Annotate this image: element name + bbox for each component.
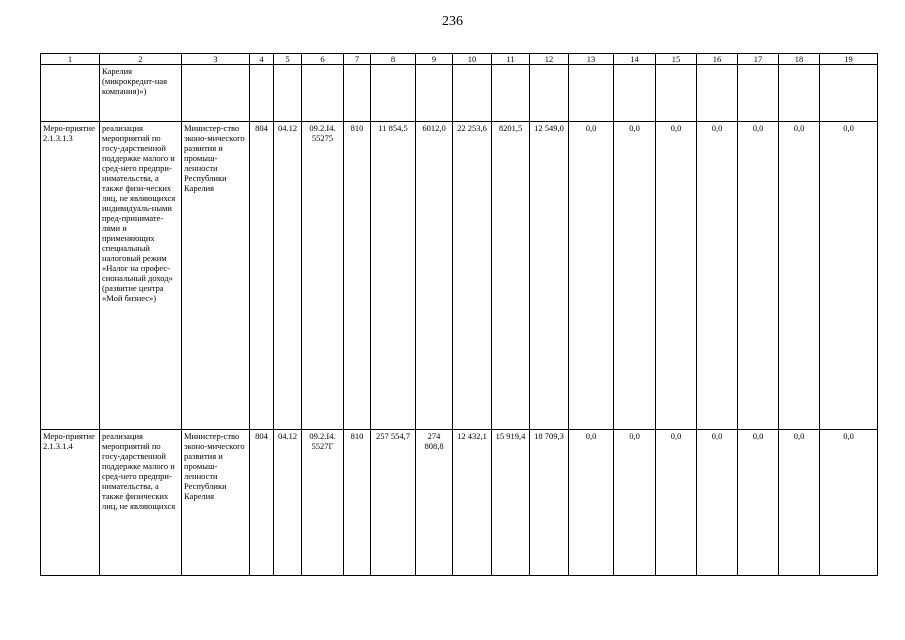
table-cell: 0,0 — [656, 122, 697, 430]
table-cell — [416, 65, 453, 122]
table-cell — [569, 65, 614, 122]
column-header: 7 — [344, 54, 371, 65]
table-cell: Карелия (микрокредит-ная компания)») — [100, 65, 182, 122]
activity-description-cell: реализация мероприятий по госу-дарственной поддержке малого и сред-него предпри-нимательства, а также физических лиц, не являющихся — [100, 430, 182, 576]
table-cell — [820, 65, 878, 122]
column-header: 17 — [738, 54, 779, 65]
column-header: 14 — [614, 54, 656, 65]
table-cell: 12 549,0 — [530, 122, 569, 430]
column-number-row — [41, 54, 878, 65]
page-number: 236 — [442, 14, 463, 29]
table-cell: 18 709,3 — [530, 430, 569, 576]
column-header: 4 — [250, 54, 274, 65]
table-cell: 09.2.I4. 55275 — [302, 122, 344, 430]
table-cell — [371, 65, 416, 122]
table-cell — [250, 65, 274, 122]
table-cell — [697, 65, 738, 122]
column-header: 16 — [697, 54, 738, 65]
table-row-2-1-3-1-4 — [41, 430, 878, 576]
table-cell: 274 808,8 — [416, 430, 453, 576]
table-cell: 0,0 — [779, 122, 820, 430]
column-header: 12 — [530, 54, 569, 65]
column-header: 8 — [371, 54, 416, 65]
table-cell: 0,0 — [738, 430, 779, 576]
activity-description-cell: реализация мероприятий по госу-дарственной поддержке малого и сред-него предпри-нимательства, а также физи-ческих лиц, не являющихся индивидуаль-ными пред-принимате-лями и применяющих специальный налоговый режим «Налог на профес-сиональный доход» (развитие центра «Мой бизнес») — [100, 122, 182, 430]
table-cell — [779, 65, 820, 122]
column-header: 15 — [656, 54, 697, 65]
table-cell: 0,0 — [656, 430, 697, 576]
responsible-executor-cell: Министер-ство эконо-мического развития и промыш-ленности Республики Карелия — [182, 122, 250, 430]
table-cell — [492, 65, 530, 122]
table-cell: 04.12 — [274, 122, 302, 430]
table-cell: 0,0 — [738, 122, 779, 430]
column-header: 11 — [492, 54, 530, 65]
table-cell: 12 432,1 — [453, 430, 492, 576]
table-cell: 09.2.I4. 5527Г — [302, 430, 344, 576]
column-header: 19 — [820, 54, 878, 65]
table-cell: 0,0 — [614, 122, 656, 430]
table-cell — [302, 65, 344, 122]
table-cell: 15 919,4 — [492, 430, 530, 576]
table-cell: 0,0 — [569, 122, 614, 430]
table-cell: 6012,0 — [416, 122, 453, 430]
table-cell: 0,0 — [779, 430, 820, 576]
table-cell — [41, 65, 100, 122]
table-cell: 8201,5 — [492, 122, 530, 430]
table-cell: 257 554,7 — [371, 430, 416, 576]
column-header: 3 — [182, 54, 250, 65]
table-cell: 804 — [250, 122, 274, 430]
table-row-2-1-3-1-3 — [41, 122, 878, 430]
table-cell — [182, 65, 250, 122]
table-cell: 0,0 — [820, 430, 878, 576]
column-header: 5 — [274, 54, 302, 65]
column-header: 13 — [569, 54, 614, 65]
table-cell: 04.12 — [274, 430, 302, 576]
activity-code-cell: Меро-приятие 2.1.3.1.3 — [41, 122, 100, 430]
table-cell — [453, 65, 492, 122]
column-header: 1 — [41, 54, 100, 65]
table-cell: 11 854,5 — [371, 122, 416, 430]
activity-code-cell: Меро-приятие 2.1.3.1.4 — [41, 430, 100, 576]
table-cell: 0,0 — [614, 430, 656, 576]
table-cell — [614, 65, 656, 122]
table-cell: 0,0 — [569, 430, 614, 576]
responsible-executor-cell: Министер-ство эконо-мического развития и промыш-ленности Республики Карелия — [182, 430, 250, 576]
table-cell — [530, 65, 569, 122]
table-cell: 810 — [344, 122, 371, 430]
table-cell — [344, 65, 371, 122]
column-header: 9 — [416, 54, 453, 65]
table-cell: 804 — [250, 430, 274, 576]
column-header: 10 — [453, 54, 492, 65]
column-header: 18 — [779, 54, 820, 65]
table-cell: 22 253,6 — [453, 122, 492, 430]
table-cell: 0,0 — [697, 122, 738, 430]
budget-table — [40, 53, 878, 576]
table-cell — [656, 65, 697, 122]
table-cell — [738, 65, 779, 122]
table-cell: 810 — [344, 430, 371, 576]
table-cell — [274, 65, 302, 122]
column-header: 2 — [100, 54, 182, 65]
table-cell: 0,0 — [697, 430, 738, 576]
column-header: 6 — [302, 54, 344, 65]
table-row-continuation — [41, 65, 878, 122]
table-cell: 0,0 — [820, 122, 878, 430]
